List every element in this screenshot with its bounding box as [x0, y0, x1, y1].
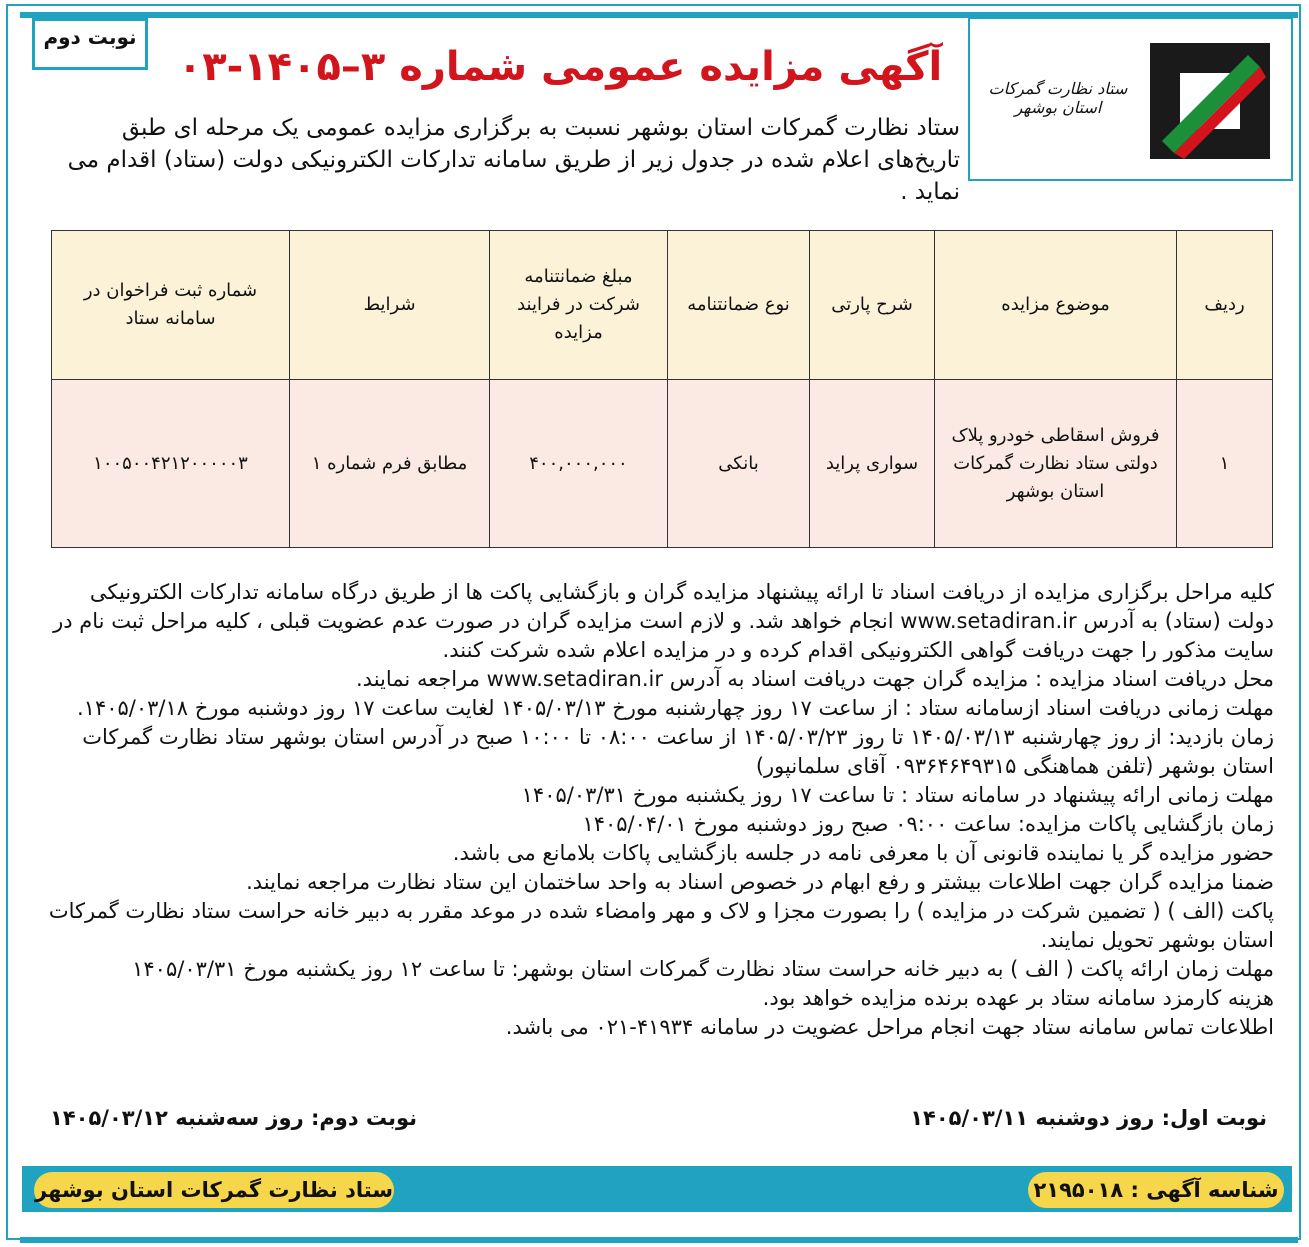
- body-text: [46, 578, 1274, 1042]
- ad-title: آگهی مزایده عمومی شماره ۳–۱۴۰۵-۰۳: [177, 44, 943, 90]
- paragraph-envelope-deadline: مهلت زمان ارائه پاکت ( الف ) به دبیر خانه حراست ستاد نظارت گمرکات استان بوشهر: تا ساعت ۱۲ روز یکشنبه مورخ ۱۴۰۵/۰۳/۳۱: [132, 957, 1274, 981]
- header-registration-number: شماره ثبت فراخوان در سامانه ستاد: [52, 231, 290, 380]
- header-subject: موضوع مزایده: [935, 231, 1177, 380]
- paragraph-contact: اطلاعات تماس سامانه ستاد جهت انجام مراحل عضویت در سامانه ۴۱۹۳۴-۰۲۱ می باشد.: [505, 1015, 1274, 1039]
- paragraph-documents-deadline: مهلت زمانی دریافت اسناد ازسامانه ستاد : از ساعت ۱۷ روز چهارشنبه مورخ ۱۴۰۵/۰۳/۱۳ لغایت ساعت ۱۷ روز دوشنبه مورخ ۱۴۰۵/۰۳/۱۸.: [76, 696, 1274, 720]
- first-publication-date: نوبت اول: روز دوشنبه ۱۴۰۵/۰۳/۱۱: [910, 1106, 1267, 1130]
- auction-table: [51, 230, 1273, 548]
- paragraph-more-info: ضمنا مزایده گران جهت اطلاعات بیشتر و رفع ابهام در خصوص اسناد به واحد ساختمان این ستاد نظارت مراجعه نمایند.: [246, 870, 1274, 894]
- customs-logo-icon: [1140, 33, 1280, 169]
- second-publication-date: نوبت دوم: روز سه‌شنبه ۱۴۰۵/۰۳/۱۲: [50, 1106, 418, 1130]
- logo-box: [968, 17, 1293, 181]
- header-row-number: ردیف: [1177, 231, 1273, 380]
- table-header-row: [52, 231, 1273, 380]
- paragraph-process: کلیه مراحل برگزاری مزایده از دریافت اسناد تا ارائه پیشنهاد مزایده گران و بازگشایی پاکت ها از طریق درگاه سامانه تدارکات الکترونیکی دولت (ستاد) به آدرس www.setadiran.ir انجام خواهد شد. و لازم است مزایده گران در صورت عدم عضویت قبلی ، کلیه مراحل ثبت نام در سایت مذکور را جهت دریافت گواهی الکترونیکی اقدام کرده و در مزایده اعلام شده شرکت کنند.: [53, 580, 1274, 662]
- paragraph-fee: هزینه کارمزد سامانه ستاد بر عهده برنده مزایده خواهد بود.: [762, 986, 1274, 1010]
- cell-guarantee-amount: ۴۰۰,۰۰۰,۰۰۰: [490, 380, 668, 548]
- table-row: [52, 380, 1273, 548]
- header-lot-description: شرح پارتی: [810, 231, 935, 380]
- footer-organization: ستاد نظارت گمرکات استان بوشهر: [34, 1172, 394, 1208]
- publication-dates: [46, 1106, 1271, 1138]
- paragraph-opening-time: زمان بازگشایی پاکات مزایده: ساعت ۰۹:۰۰ صبح روز دوشنبه مورخ ۱۴۰۵/۰۴/۰۱: [582, 812, 1274, 836]
- intro-paragraph: ستاد نظارت گمرکات استان بوشهر نسبت به برگزاری مزایده عمومی یک مرحله ای طبق تاریخ‌های اعلام شده در جدول زیر از طریق سامانه تدارکات الکترونیکی دولت (ستاد) اقدام می نماید .: [67, 115, 960, 205]
- cell-conditions: مطابق فرم شماره ۱: [290, 380, 490, 548]
- header-guarantee-amount: مبلغ ضمانتنامه شرکت در فرایند مزایده: [490, 231, 668, 380]
- paragraph-envelope-a: پاکت (الف ) ( تضمین شرکت در مزایده ) را بصورت مجزا و لاک و مهر وامضاء شده در موعد مقرر به دبیر خانه حراست ستاد نظارت گمرکات استان بوشهر تحویل نمایند.: [48, 899, 1274, 952]
- cell-guarantee-type: بانکی: [668, 380, 810, 548]
- paragraph-attendance: حضور مزایده گر یا نماینده قانونی آن با معرفی نامه در جلسه بازگشایی پاکات بلامانع می باشد.: [452, 841, 1274, 865]
- logo-text: ستاد نظارت گمرکات استان بوشهر: [988, 79, 1128, 117]
- round-stamp: [32, 18, 148, 70]
- paragraph-documents-location: محل دریافت اسناد مزایده : مزایده گران جهت دریافت اسناد به آدرس www.setadiran.ir مراجعه نمایند.: [356, 667, 1274, 691]
- cell-lot-description: سواری پراید: [810, 380, 935, 548]
- cell-subject: فروش اسقاطی خودرو پلاک دولتی ستاد نظارت گمرکات استان بوشهر: [935, 380, 1177, 548]
- bottom-border-bar: [20, 1237, 1298, 1243]
- paragraph-visit-time: زمان بازدید: از روز چهارشنبه ۱۴۰۵/۰۳/۱۳ تا روز ۱۴۰۵/۰۳/۲۳ از ساعت ۰۸:۰۰ تا ۱۰:۰۰ صبح در آدرس استان بوشهر ستاد نظارت گمرکات استان بوشهر (تلفن هماهنگی ۰۹۳۶۴۶۴۹۳۱۵ آقای سلمانپور): [82, 725, 1274, 778]
- header-guarantee-type: نوع ضمانتنامه: [668, 231, 810, 380]
- cell-row-number: ۱: [1177, 380, 1273, 548]
- paragraph-offer-deadline: مهلت زمانی ارائه پیشنهاد در سامانه ستاد : تا ساعت ۱۷ روز یکشنبه مورخ ۱۴۰۵/۰۳/۳۱: [521, 783, 1274, 807]
- stamp-label: نوبت دوم: [43, 25, 137, 49]
- ad-id-badge: شناسه آگهی : ۲۱۹۵۰۱۸: [1028, 1172, 1284, 1208]
- cell-registration-number: ۱۰۰۵۰۰۴۲۱۲۰۰۰۰۰۳: [52, 380, 290, 548]
- header-conditions: شرایط: [290, 231, 490, 380]
